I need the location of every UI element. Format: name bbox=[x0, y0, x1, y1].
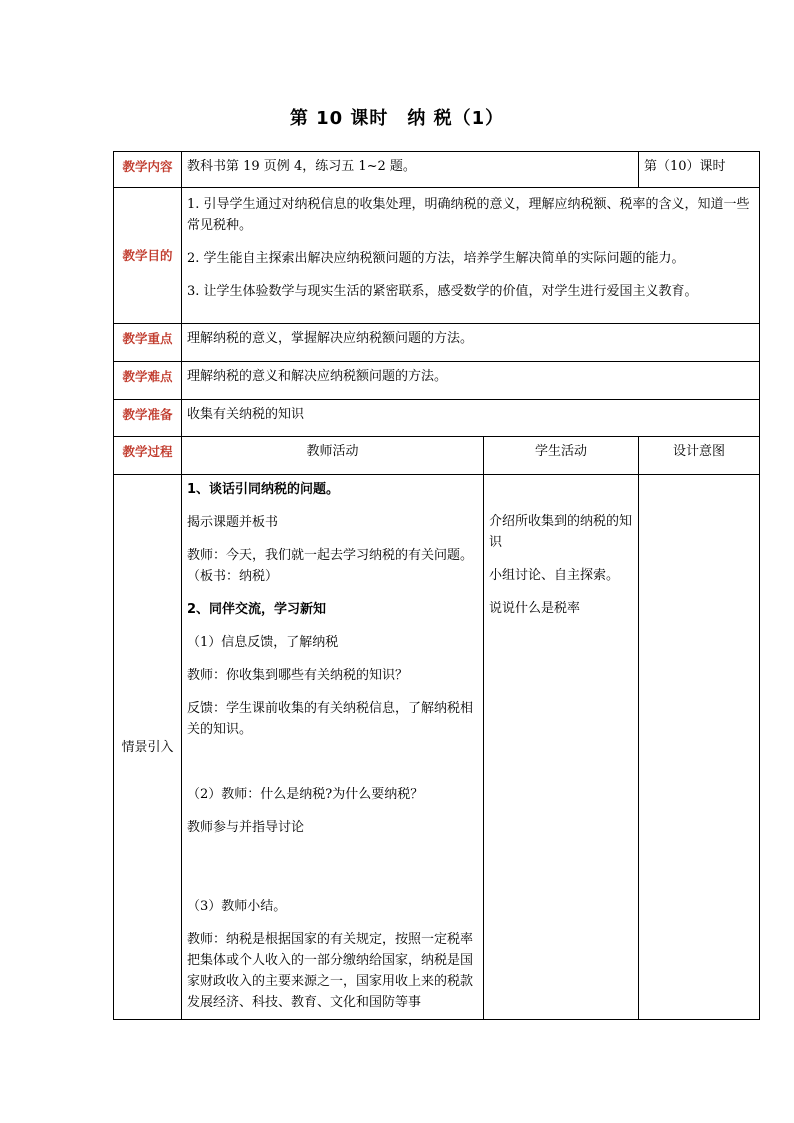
teacher-paragraph: （1）信息反馈，了解纳税 bbox=[187, 635, 339, 650]
blank-space bbox=[187, 752, 478, 784]
label-process: 教学过程 bbox=[114, 437, 182, 475]
lesson-plan-table bbox=[113, 151, 760, 1020]
goal-item: 3. 让学生体验数学与现实生活的紧密联系，感受数学的价值，对学生进行爱国主义教育。 bbox=[187, 284, 698, 299]
section-heading: 1、谈话引同纳税的问题。 bbox=[187, 482, 340, 497]
teacher-paragraph: 揭示课题并板书 bbox=[187, 515, 279, 530]
student-paragraph: 介绍所收集到的纳税的知识 bbox=[489, 514, 633, 550]
key-points-text: 理解纳税的意义，掌握解决应纳税额问题的方法。 bbox=[182, 324, 760, 362]
teacher-paragraph: （2）教师：什么是纳税?为什么要纳税？ bbox=[187, 787, 424, 802]
label-scene: 情景引入 bbox=[114, 475, 182, 1020]
teacher-paragraph: 教师参与并指导讨论 bbox=[187, 820, 305, 835]
goals-cell bbox=[182, 188, 760, 324]
row-scene bbox=[114, 475, 760, 1020]
col-header-intent: 设计意图 bbox=[639, 437, 760, 475]
teacher-paragraph: 教师：今天，我们就一起去学习纳税的有关问题。（板书：纳税） bbox=[187, 548, 474, 584]
row-preparation bbox=[114, 400, 760, 437]
col-header-teacher: 教师活动 bbox=[182, 437, 484, 475]
student-paragraph: 说说什么是税率 bbox=[489, 601, 581, 616]
row-key-points bbox=[114, 324, 760, 362]
col-header-student: 学生活动 bbox=[484, 437, 639, 475]
label-goals: 教学目的 bbox=[114, 188, 182, 324]
label-key-points: 教学重点 bbox=[114, 324, 182, 362]
teacher-paragraph: 教师：纳税是根据国家的有关规定，按照一定税率把集体或个人收入的一部分缴纳给国家，纳税是国家财政收入的主要来源之一，国家用收上来的税款发展经济、科技、教育、文化和国防等事 bbox=[187, 932, 474, 1010]
section-heading: 2、同伴交流，学习新知 bbox=[187, 602, 327, 617]
intent-cell bbox=[639, 475, 760, 1020]
row-process-header bbox=[114, 437, 760, 475]
student-activity-cell bbox=[484, 475, 639, 1020]
row-difficulties bbox=[114, 362, 760, 400]
blank-space bbox=[187, 850, 478, 896]
preparation-text: 收集有关纳税的知识 bbox=[182, 400, 760, 437]
goal-item: 2. 学生能自主探索出解决应纳税额问题的方法，培养学生解决简单的实际问题的能力。 bbox=[187, 251, 685, 266]
label-preparation: 教学准备 bbox=[114, 400, 182, 437]
difficulties-text: 理解纳税的意义和解决应纳税额问题的方法。 bbox=[182, 362, 760, 400]
row-goals bbox=[114, 188, 760, 324]
goal-item: 1. 引导学生通过对纳税信息的收集处理，明确纳税的意义，理解应纳税额、税率的含义，知道一些常见税种。 bbox=[187, 197, 750, 233]
period-text: 第（10）课时 bbox=[639, 152, 760, 188]
content-text: 教科书第 19 页例 4，练习五 1~2 题。 bbox=[182, 152, 639, 188]
label-difficulties: 教学难点 bbox=[114, 362, 182, 400]
teacher-paragraph: 反馈：学生课前收集的有关纳税信息，了解纳税相关的知识。 bbox=[187, 701, 474, 737]
teacher-paragraph: 教师：你收集到哪些有关纳税的知识？ bbox=[187, 668, 409, 683]
student-paragraph: 小组讨论、自主探索。 bbox=[489, 568, 620, 583]
teacher-paragraph: （3）教师小结。 bbox=[187, 899, 287, 914]
label-content: 教学内容 bbox=[114, 152, 182, 188]
teacher-activity-cell bbox=[182, 475, 484, 1020]
page-title: 第 10 课时 纳 税（1） bbox=[289, 108, 505, 129]
row-content bbox=[114, 152, 760, 188]
